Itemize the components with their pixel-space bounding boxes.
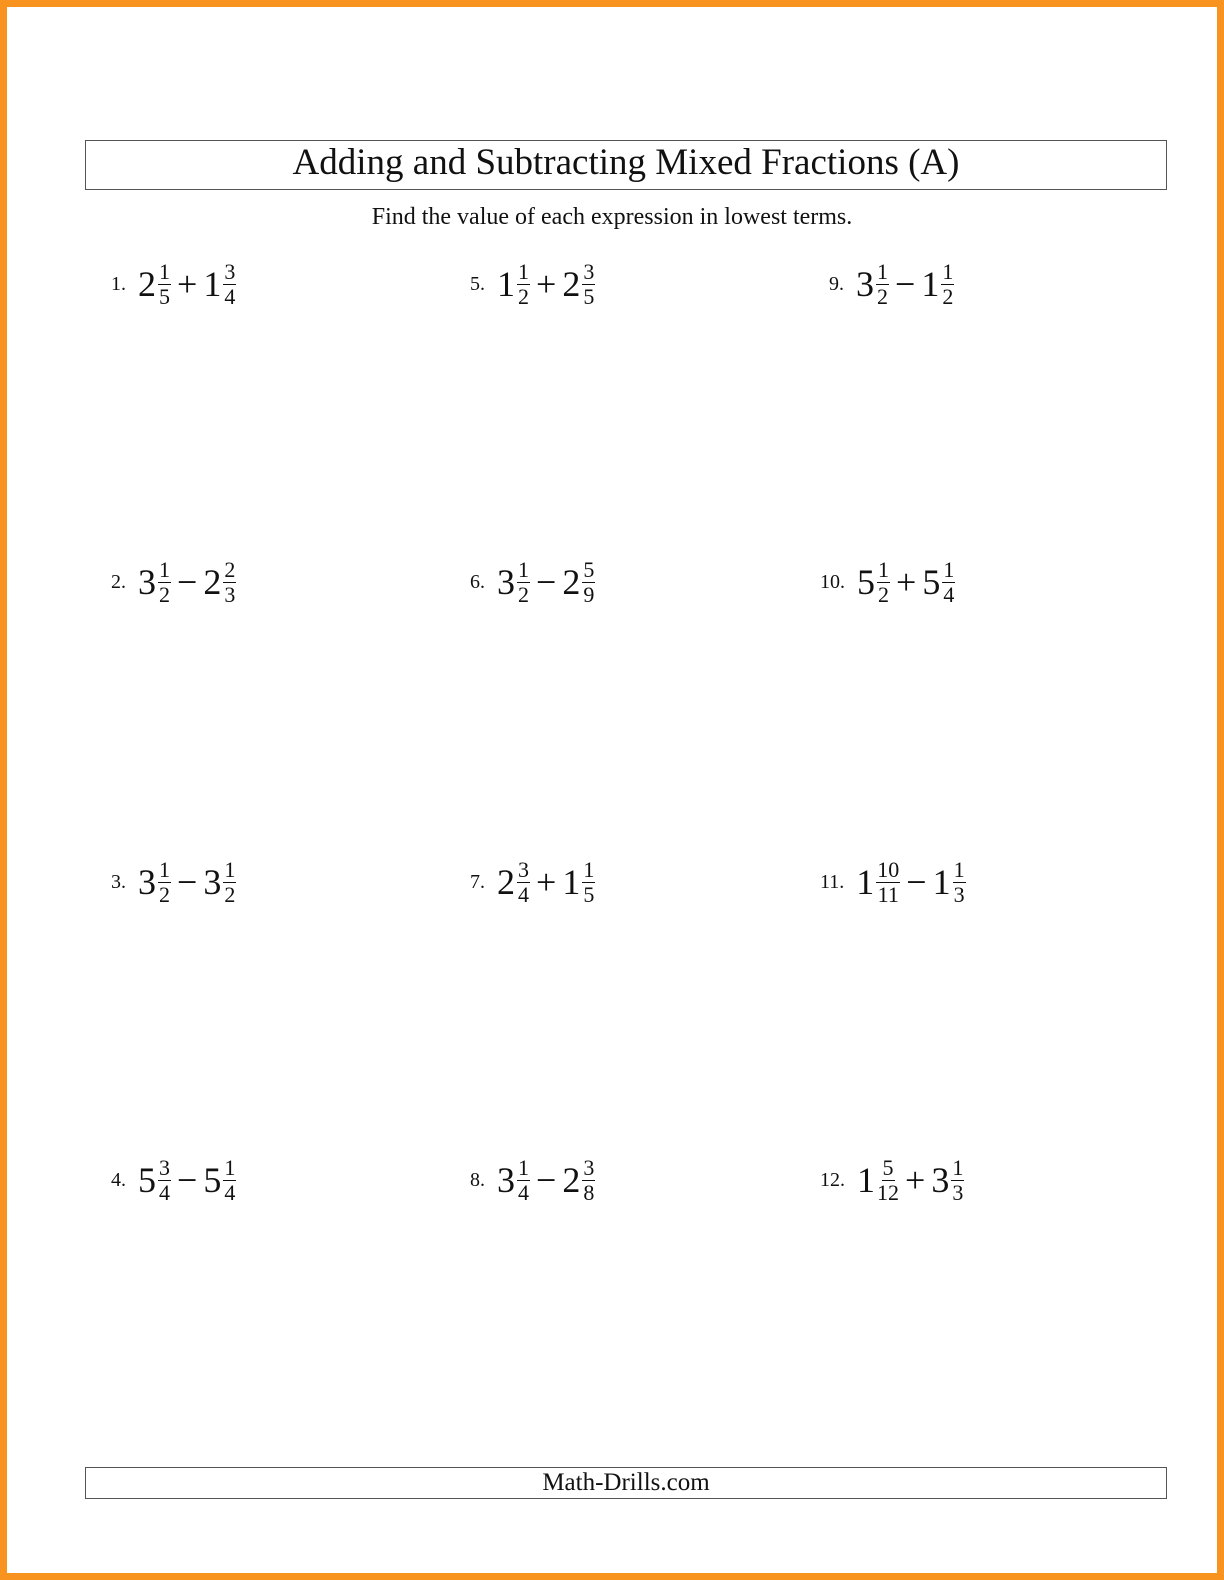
expression [138, 258, 236, 309]
problem-number: 9. [829, 272, 844, 295]
whole-part: 2 [203, 562, 222, 602]
whole-part: 2 [562, 264, 581, 304]
numerator: 10 [877, 856, 900, 882]
problem-9 [829, 254, 954, 314]
operator: + [536, 862, 557, 902]
denominator: 12 [877, 1179, 899, 1205]
problem-number: 5. [470, 272, 485, 295]
problem-number: 10. [820, 570, 845, 593]
denominator: 11 [877, 881, 899, 907]
whole-part: 2 [562, 1160, 581, 1200]
denominator: 5 [583, 283, 595, 309]
whole-part: 1 [856, 862, 875, 902]
mixed-number [921, 258, 954, 309]
fraction [582, 556, 595, 607]
numerator: 5 [583, 556, 595, 582]
expression [138, 1154, 236, 1205]
fraction [582, 1154, 595, 1205]
mixed-number [922, 556, 955, 607]
whole-part: 1 [562, 862, 581, 902]
expression [857, 556, 955, 607]
fraction [582, 856, 595, 907]
whole-part: 3 [203, 862, 222, 902]
numerator: 3 [224, 258, 236, 284]
denominator: 5 [583, 881, 595, 907]
mixed-number [497, 556, 530, 607]
denominator: 4 [159, 1179, 170, 1205]
fraction [951, 1154, 964, 1205]
numerator: 1 [952, 1154, 964, 1180]
expression [856, 258, 954, 309]
expression [497, 556, 595, 607]
fraction [158, 856, 171, 907]
operator: − [906, 862, 927, 902]
operator: − [177, 862, 198, 902]
expression [857, 1154, 964, 1205]
fraction [158, 1154, 171, 1205]
denominator: 2 [159, 581, 170, 607]
mixed-number [856, 856, 900, 907]
operator: + [905, 1160, 926, 1200]
numerator: 2 [224, 556, 236, 582]
whole-part: 2 [562, 562, 581, 602]
numerator: 1 [943, 556, 955, 582]
problem-number: 6. [470, 570, 485, 593]
numerator: 5 [882, 1154, 894, 1180]
problem-12 [820, 1150, 964, 1210]
denominator: 3 [953, 881, 965, 907]
mixed-number [932, 856, 966, 907]
numerator: 3 [583, 1154, 595, 1180]
denominator: 3 [952, 1179, 964, 1205]
numerator: 1 [953, 856, 965, 882]
instructions-text: Find the value of each expression in lowest terms. [371, 204, 853, 230]
mixed-number [138, 1154, 171, 1205]
whole-part: 1 [921, 264, 940, 304]
operator: + [177, 264, 198, 304]
denominator: 2 [878, 581, 889, 607]
fraction [877, 1154, 899, 1205]
numerator: 1 [942, 258, 954, 284]
whole-part: 2 [138, 264, 156, 304]
denominator: 2 [224, 881, 236, 907]
expression [497, 1154, 595, 1205]
problem-number: 1. [111, 272, 126, 295]
whole-part: 1 [203, 264, 222, 304]
mixed-number [497, 258, 530, 309]
fraction [223, 1154, 236, 1205]
denominator: 2 [518, 283, 529, 309]
expression [138, 856, 236, 907]
mixed-number [931, 1154, 964, 1205]
whole-part: 1 [857, 1160, 875, 1200]
fraction [517, 556, 530, 607]
fraction [517, 258, 530, 309]
numerator: 1 [518, 258, 529, 284]
numerator: 1 [877, 258, 888, 284]
problem-8 [470, 1150, 595, 1210]
mixed-number [497, 856, 530, 907]
numerator: 1 [518, 556, 529, 582]
problem-11 [820, 852, 966, 912]
mixed-number [856, 258, 889, 309]
whole-part: 5 [138, 1160, 156, 1200]
problem-5 [470, 254, 595, 314]
fraction [942, 556, 955, 607]
mixed-number [203, 258, 236, 309]
denominator: 9 [583, 581, 595, 607]
fraction [953, 856, 966, 907]
operator: + [536, 264, 557, 304]
operator: − [536, 1160, 557, 1200]
expression [497, 856, 595, 907]
whole-part: 2 [497, 862, 515, 902]
numerator: 3 [159, 1154, 170, 1180]
denominator: 4 [943, 581, 955, 607]
denominator: 2 [877, 283, 888, 309]
problem-10 [820, 552, 955, 612]
denominator: 4 [224, 283, 236, 309]
mixed-number [562, 556, 595, 607]
operator: − [177, 1160, 198, 1200]
expression [138, 556, 236, 607]
problem-number: 3. [111, 870, 126, 893]
problem-number: 11. [820, 870, 845, 893]
mixed-number [203, 856, 236, 907]
fraction [941, 258, 954, 309]
denominator: 2 [518, 581, 529, 607]
fraction [223, 856, 236, 907]
mixed-number [497, 1154, 530, 1205]
problem-4 [111, 1150, 236, 1210]
mixed-number [138, 258, 171, 309]
numerator: 1 [159, 856, 170, 882]
mixed-number [138, 556, 171, 607]
fraction [158, 556, 171, 607]
problem-7 [470, 852, 595, 912]
fraction [876, 856, 900, 907]
numerator: 3 [518, 856, 529, 882]
worksheet-title: Adding and Subtracting Mixed Fractions (A) [85, 140, 1167, 190]
fraction [877, 556, 890, 607]
whole-part: 5 [203, 1160, 222, 1200]
fraction [517, 1154, 530, 1205]
expression [497, 258, 595, 309]
numerator: 1 [159, 258, 170, 284]
problem-number: 7. [470, 870, 485, 893]
operator: − [177, 562, 198, 602]
whole-part: 3 [931, 1160, 950, 1200]
whole-part: 3 [497, 562, 515, 602]
mixed-number [203, 1154, 236, 1205]
expression [856, 856, 965, 907]
fraction [223, 556, 236, 607]
mixed-number [562, 856, 595, 907]
operator: − [895, 264, 916, 304]
problem-number: 8. [470, 1168, 485, 1191]
problem-number: 12. [820, 1168, 845, 1191]
problem-1 [111, 254, 236, 314]
mixed-number [203, 556, 236, 607]
numerator: 1 [224, 856, 236, 882]
denominator: 8 [583, 1179, 595, 1205]
whole-part: 3 [497, 1160, 515, 1200]
numerator: 1 [878, 556, 889, 582]
denominator: 4 [518, 881, 529, 907]
mixed-number [857, 556, 890, 607]
problem-3 [111, 852, 236, 912]
whole-part: 3 [138, 862, 156, 902]
problem-2 [111, 552, 236, 612]
numerator: 1 [159, 556, 170, 582]
problem-6 [470, 552, 595, 612]
whole-part: 3 [138, 562, 156, 602]
numerator: 3 [583, 258, 595, 284]
whole-part: 3 [856, 264, 874, 304]
denominator: 3 [224, 581, 236, 607]
fraction [876, 258, 889, 309]
denominator: 4 [518, 1179, 529, 1205]
fraction [158, 258, 171, 309]
operator: + [896, 562, 917, 602]
whole-part: 1 [497, 264, 515, 304]
fraction [517, 856, 530, 907]
whole-part: 5 [857, 562, 875, 602]
fraction [223, 258, 236, 309]
denominator: 2 [942, 283, 954, 309]
denominator: 5 [159, 283, 170, 309]
numerator: 1 [518, 1154, 529, 1180]
problem-number: 4. [111, 1168, 126, 1191]
denominator: 2 [159, 881, 170, 907]
mixed-number [562, 258, 595, 309]
whole-part: 1 [932, 862, 951, 902]
mixed-number [138, 856, 171, 907]
fraction [582, 258, 595, 309]
footer-site-name: Math-Drills.com [85, 1467, 1167, 1499]
mixed-number [562, 1154, 595, 1205]
operator: − [536, 562, 557, 602]
numerator: 1 [224, 1154, 236, 1180]
problem-number: 2. [111, 570, 126, 593]
denominator: 4 [224, 1179, 236, 1205]
mixed-number [857, 1154, 899, 1205]
whole-part: 5 [922, 562, 941, 602]
numerator: 1 [583, 856, 595, 882]
